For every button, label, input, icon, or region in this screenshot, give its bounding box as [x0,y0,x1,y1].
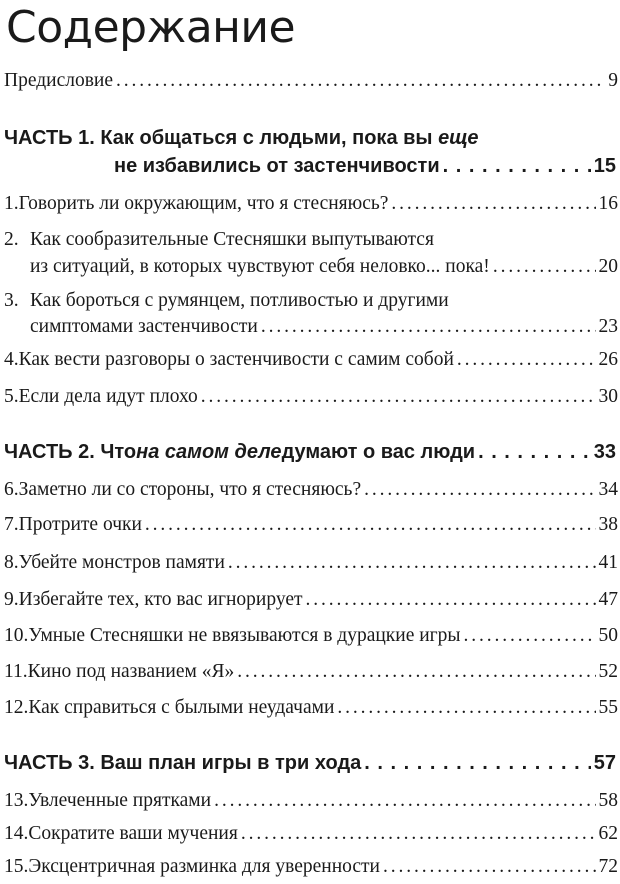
toc-chapter-6[interactable] [4,479,618,501]
chapter-title: Протрите очки [18,514,142,535]
chapter-number: 15. [4,856,29,877]
chapter-number: 10. [4,625,29,646]
chapter-title: Эксцентричная разминка для уверенности [28,856,380,877]
chapter-title-cont: из ситуаций, в которых чувствуют себя неловко... пока! [30,256,490,277]
leader-dots [228,552,596,574]
chapter-title: Как справиться с былыми неудачами [28,697,335,718]
part-title-emphasis: еще [438,127,479,149]
leader-dots [241,823,596,845]
page-title: Содержание [6,2,296,53]
chapter-title: Убейте монстров памяти [18,552,225,573]
chapter-number: 13. [4,790,29,811]
leader-dots [237,661,595,683]
toc-chapter-12[interactable] [4,697,618,719]
leader-dots [493,256,596,278]
leader-dots [145,514,596,536]
toc-chapter-2-line2[interactable] [30,256,618,278]
chapter-title: Заметно ли со стороны, что я стесняюсь? [18,479,362,500]
toc-chapter-5[interactable] [4,386,618,408]
toc-chapter-7[interactable] [4,514,618,536]
chapter-number: 7. [4,514,19,535]
chapter-number: 11. [4,661,28,682]
leader-dots [364,479,595,501]
toc-page-number: 50 [598,625,618,646]
toc-page-number: 33 [593,441,616,463]
toc-page-number: 30 [598,386,618,407]
toc-chapter-2-line1[interactable] [4,229,434,251]
toc-page-number: 23 [598,316,618,337]
part-label: ЧАСТЬ 1. [4,127,95,149]
part-title: Что [100,441,137,463]
leader-dots [443,155,591,178]
toc-page-number: 20 [598,256,618,277]
toc-chapter-13[interactable] [4,790,618,812]
chapter-title: Сократите ваши мучения [28,823,238,844]
toc-entry-preface[interactable] [4,70,618,92]
toc-chapter-3-line2[interactable] [30,316,618,338]
part-title: думают о вас люди [281,441,476,463]
toc-chapter-14[interactable] [4,823,618,845]
leader-dots [116,70,605,92]
chapter-number: 4. [4,349,19,370]
part-label: ЧАСТЬ 3. [4,752,95,774]
toc-page-number: 52 [598,661,618,682]
chapter-title: Как вести разговоры о застенчивости с самим собой [18,349,454,370]
toc-page-number: 26 [598,349,618,370]
toc-chapter-8[interactable] [4,552,618,574]
leader-dots [214,790,595,812]
chapter-title-cont: симптомами застенчивости [30,316,258,337]
toc-chapter-3-line1[interactable] [4,290,449,312]
toc-part-2[interactable] [4,441,616,464]
chapter-title: Как бороться с румянцем, потливостью и другими [30,290,449,311]
toc-page-number: 62 [598,823,618,844]
toc-chapter-11[interactable] [4,661,618,683]
toc-page-number: 47 [598,589,618,610]
chapter-number: 8. [4,552,19,573]
toc-part-1-line2[interactable] [114,155,616,178]
chapter-number: 14. [4,823,29,844]
toc-part-1-line1[interactable] [4,127,618,150]
chapter-number: 6. [4,479,19,500]
toc-page-number: 72 [598,856,618,877]
chapter-title: Если дела идут плохо [18,386,198,407]
toc-page-number: 38 [598,514,618,535]
chapter-number: 9. [4,589,19,610]
leader-dots [306,589,596,611]
toc-chapter-10[interactable] [4,625,618,647]
leader-dots [391,193,595,215]
chapter-title: Как сообразительные Стесняшки выпутываются [30,229,434,250]
toc-chapter-15[interactable] [4,856,618,878]
part-label: ЧАСТЬ 2. [4,441,95,463]
chapter-number: 3. [4,290,19,311]
leader-dots [383,856,596,878]
chapter-number: 5. [4,386,19,407]
part-title: не избавились от застенчивости [114,155,440,177]
leader-dots [201,386,596,408]
toc-page-number: 16 [598,193,618,214]
toc-page-number: 34 [598,479,618,500]
part-title: Как общаться с людьми, пока вы [100,127,439,149]
chapter-title: Умные Стесняшки не ввязываются в дурацкие игры [28,625,461,646]
leader-dots [364,752,590,775]
toc-page-number: 57 [593,752,616,774]
chapter-title: Увлеченные прятками [28,790,212,811]
toc-page-number: 9 [608,70,618,91]
leader-dots [478,441,591,464]
chapter-title: Говорить ли окружающим, что я стесняюсь? [18,193,389,214]
chapter-number: 2. [4,229,19,250]
toc-chapter-4[interactable] [4,349,618,371]
toc-page-number: 41 [598,552,618,573]
toc-page-number: 15 [593,155,616,177]
leader-dots [261,316,596,338]
part-title-emphasis: на самом деле [136,441,282,463]
toc-page-number: 55 [598,697,618,718]
toc-chapter-9[interactable] [4,589,618,611]
toc-part-3[interactable] [4,752,616,775]
part-title: Ваш план игры в три хода [100,752,362,774]
chapter-number: 12. [4,697,29,718]
leader-dots [457,349,596,371]
leader-dots [464,625,596,647]
chapter-title: Избегайте тех, кто вас игнорирует [18,589,303,610]
chapter-number: 1. [4,193,19,214]
leader-dots [337,697,595,719]
toc-entry-label: Предисловие [4,70,114,91]
toc-page-number: 58 [598,790,618,811]
toc-chapter-1[interactable] [4,193,618,215]
chapter-title: Кино под названием «Я» [27,661,235,682]
